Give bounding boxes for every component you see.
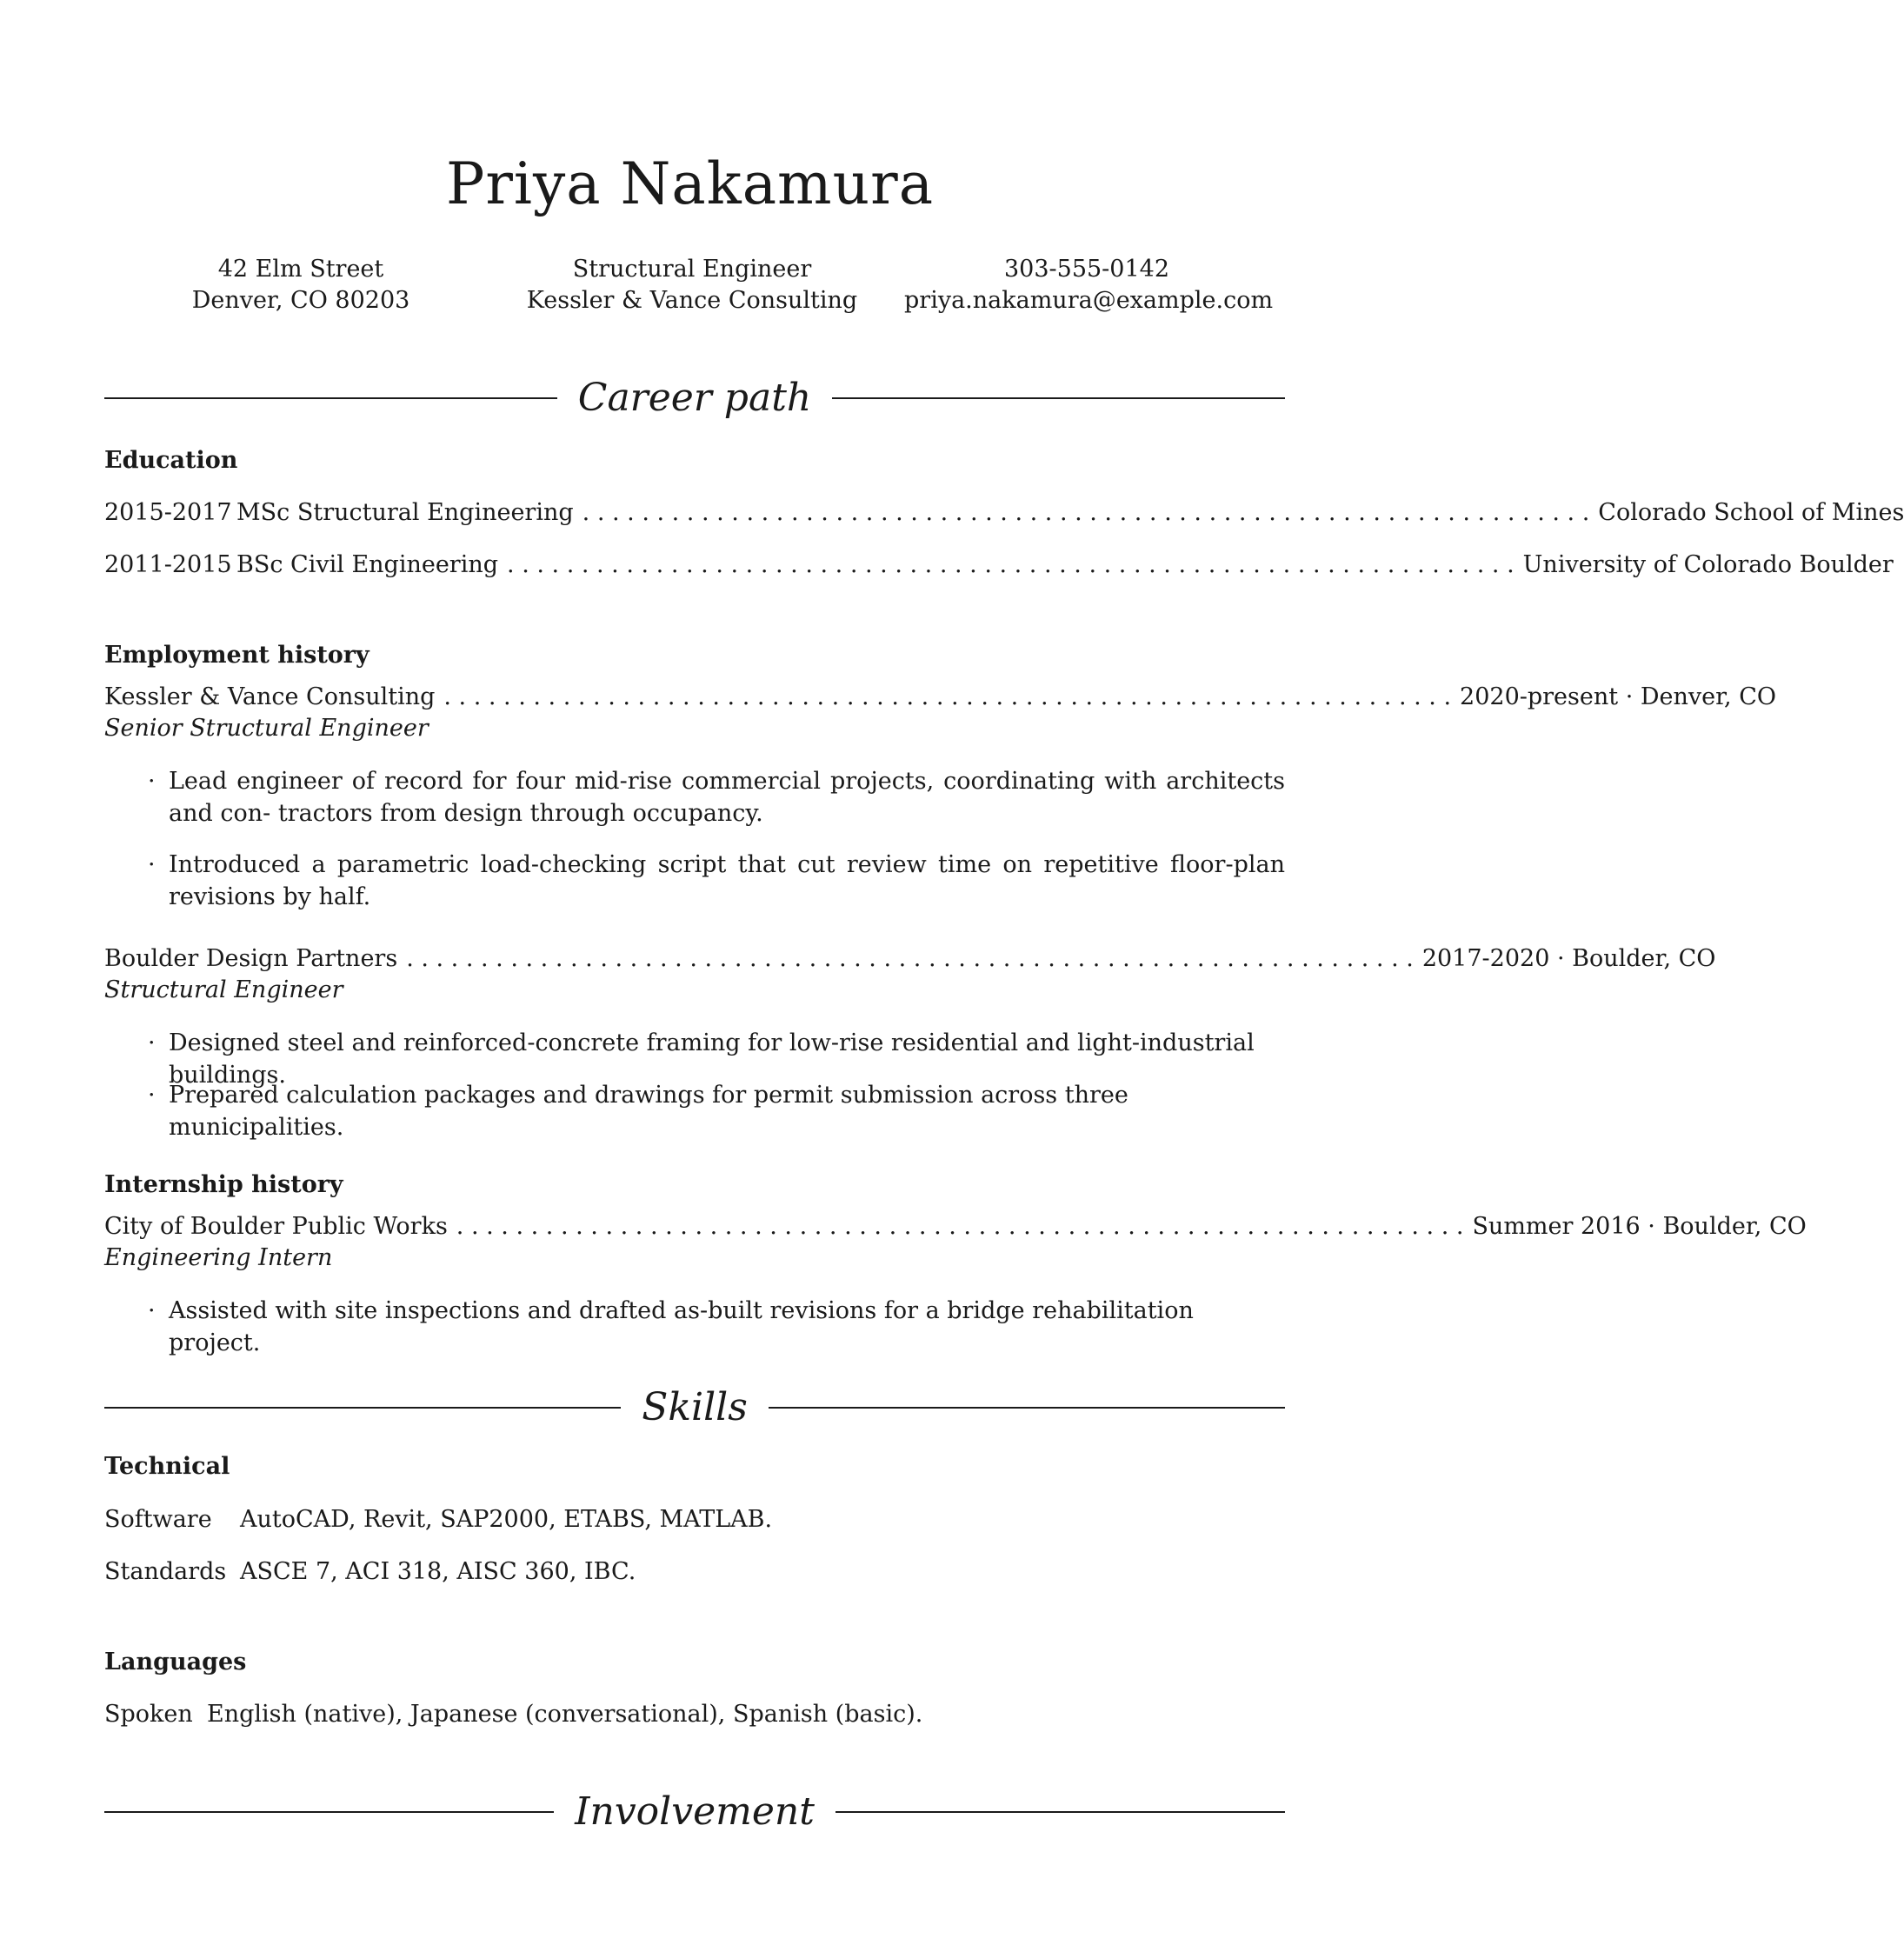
skill-key: Standards bbox=[104, 1558, 227, 1585]
bullet-dot: · bbox=[148, 768, 156, 795]
skill-key: Spoken bbox=[104, 1701, 193, 1728]
employer-name: City of Boulder Public Works bbox=[104, 1213, 448, 1240]
section-title-career bbox=[104, 372, 1285, 424]
section-rule-right bbox=[835, 1811, 1285, 1813]
education-dates: 2015-2017 bbox=[104, 499, 232, 526]
skill-value: English (native), Japanese (conversational), Spanish (basic). bbox=[207, 1701, 923, 1728]
job-dates-location: Summer 2016 · Boulder, CO bbox=[1472, 1213, 1807, 1240]
dot-leader: . . . . . . . . . . . . . . . . . . . . . . . . . . . . . . . . . . . . . . . . . . . . . . . . . . . . . . . . . . . . . . . . . . . . bbox=[456, 1213, 1464, 1240]
education-degree: BSc Civil Engineering bbox=[236, 551, 499, 578]
job-bullet bbox=[148, 1295, 1285, 1359]
education-item bbox=[104, 497, 1904, 529]
section-title-involvement bbox=[104, 1786, 1285, 1838]
technical-heading: Technical bbox=[104, 1453, 230, 1480]
bullet-dot: · bbox=[148, 1082, 156, 1109]
section-label: Career path bbox=[577, 376, 812, 420]
skill-key: Software bbox=[104, 1506, 212, 1533]
job-bullet bbox=[148, 1079, 1285, 1143]
job-title: Structural Engineer bbox=[572, 256, 812, 283]
section-rule-left bbox=[104, 1407, 621, 1409]
education-degree: MSc Structural Engineering bbox=[236, 499, 574, 526]
employment-heading: Employment history bbox=[104, 642, 369, 669]
bullet-text: Introduced a parametric load-checking script that cut review time on repetitive floor-plan revisions by half. bbox=[169, 851, 1285, 910]
education-school: Colorado School of Mines bbox=[1598, 499, 1904, 526]
section-rule-left bbox=[104, 397, 557, 399]
contact-details bbox=[904, 254, 1274, 316]
dot-leader: . . . . . . . . . . . . . . . . . . . . . . . . . . . . . . . . . . . . . . . . . . . . . . . . . . . . . . . . . . . . . . . . . . . . bbox=[406, 945, 1414, 972]
skill-row bbox=[104, 1699, 922, 1730]
phone-number: 303-555-0142 bbox=[1003, 256, 1170, 283]
job-bullet bbox=[148, 765, 1285, 829]
skill-row bbox=[104, 1556, 636, 1588]
email-address: priya.nakamura@example.com bbox=[904, 287, 1274, 314]
languages-heading: Languages bbox=[104, 1649, 247, 1676]
job-role: Senior Structural Engineer bbox=[104, 715, 429, 742]
dot-leader: . . . . . . . . . . . . . . . . . . . . . . . . . . . . . . . . . . . . . . . . . . . . . . . . . . . . . . . . . . . . . . . . . . . . bbox=[507, 551, 1515, 578]
employer-name: Boulder Design Partners bbox=[104, 945, 398, 972]
job-entry bbox=[104, 943, 1716, 975]
dot-leader: . . . . . . . . . . . . . . . . . . . . . . . . . . . . . . . . . . . . . . . . . . . . . . . . . . . . . . . . . . . . . . . . . . . . bbox=[582, 499, 1590, 526]
bullet-text: Prepared calculation packages and drawings for permit submission across three municipalities. bbox=[169, 1082, 1128, 1141]
current-company: Kessler & Vance Consulting bbox=[526, 287, 858, 314]
bullet-dot: · bbox=[148, 1297, 156, 1324]
candidate-name: Priya Nakamura bbox=[445, 150, 935, 217]
section-rule-right bbox=[769, 1407, 1285, 1409]
bullet-text: Lead engineer of record for four mid-rise commercial projects, coordinating with architects and con- tractors from design through occupancy. bbox=[169, 768, 1285, 827]
bullet-text: Designed steel and reinforced-concrete framing for low-rise residential and light-industrial buildings. bbox=[169, 1029, 1255, 1089]
job-dates-location: 2020-present · Denver, CO bbox=[1460, 683, 1777, 710]
bullet-dot: · bbox=[148, 851, 156, 878]
job-role: Structural Engineer bbox=[104, 976, 343, 1003]
education-dates: 2011-2015 bbox=[104, 551, 232, 578]
section-rule-left bbox=[104, 1811, 554, 1813]
section-title-skills bbox=[104, 1382, 1285, 1434]
contact-position bbox=[518, 254, 866, 316]
education-school: University of Colorado Boulder bbox=[1522, 551, 1894, 578]
job-entry bbox=[104, 682, 1777, 713]
bullet-dot: · bbox=[148, 1029, 156, 1056]
address-line-2: Denver, CO 80203 bbox=[191, 287, 410, 314]
skill-row bbox=[104, 1504, 772, 1536]
job-bullet bbox=[148, 849, 1285, 913]
dot-leader: . . . . . . . . . . . . . . . . . . . . . . . . . . . . . . . . . . . . . . . . . . . . . . . . . . . . . . . . . . . . . . . . . . . . bbox=[443, 683, 1452, 710]
section-label: Skills bbox=[642, 1385, 748, 1429]
contact-address bbox=[149, 254, 453, 316]
section-label: Involvement bbox=[575, 1789, 815, 1834]
address-line-1: 42 Elm Street bbox=[217, 256, 384, 283]
bullet-text: Assisted with site inspections and drafted as-built revisions for a bridge rehabilitation project. bbox=[169, 1297, 1194, 1356]
employer-name: Kessler & Vance Consulting bbox=[104, 683, 436, 710]
education-heading: Education bbox=[104, 447, 238, 474]
internship-heading: Internship history bbox=[104, 1171, 343, 1198]
job-role: Engineering Intern bbox=[104, 1244, 333, 1271]
job-dates-location: 2017-2020 · Boulder, CO bbox=[1421, 945, 1716, 972]
section-rule-right bbox=[832, 397, 1285, 399]
skill-value: ASCE 7, ACI 318, AISC 360, IBC. bbox=[240, 1558, 636, 1585]
internship-entry bbox=[104, 1211, 1807, 1242]
skill-value: AutoCAD, Revit, SAP2000, ETABS, MATLAB. bbox=[240, 1506, 773, 1533]
education-item bbox=[104, 550, 1894, 581]
